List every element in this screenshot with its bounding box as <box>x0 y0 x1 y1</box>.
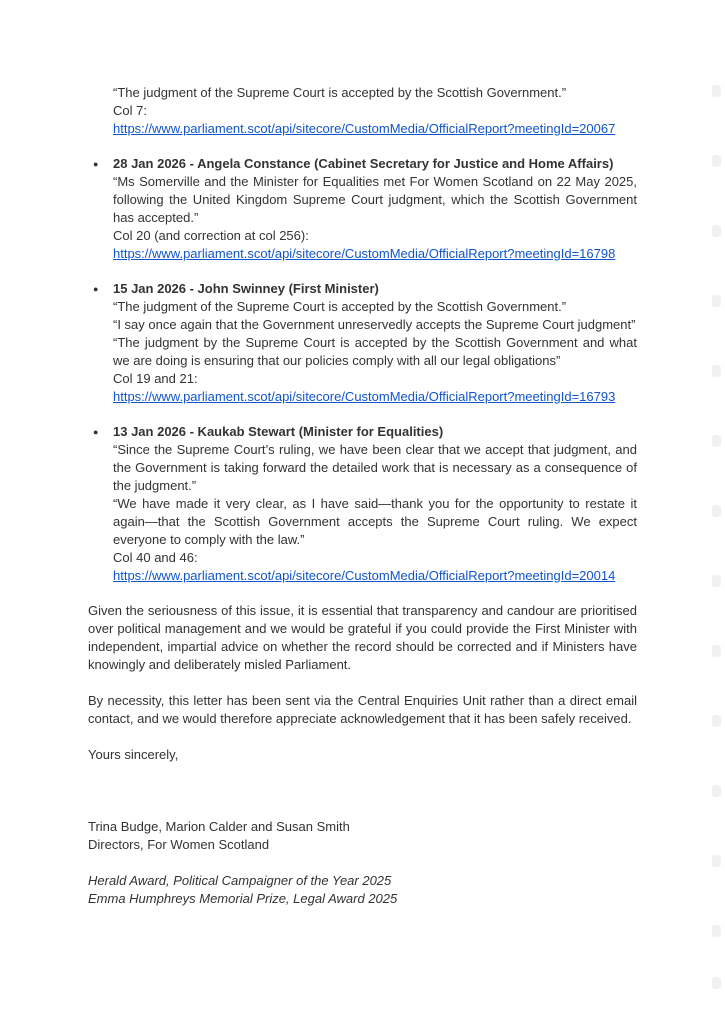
page-edge-mark <box>712 575 721 587</box>
entry-col-ref: Col 20 (and correction at col 256): <box>113 228 309 243</box>
entry-quote: “I say once again that the Government unreservedly accepts the Supreme Court judgment” <box>113 317 636 332</box>
page-edge-mark <box>712 435 721 447</box>
page-edge-mark <box>712 225 721 237</box>
awards-block <box>88 872 637 908</box>
closing-paragraph: Given the seriousness of this issue, it is essential that transparency and candour are prioritised over political management and we would be grateful if you could provide the First Minister with independent, impartial advice on whether the record should be corrected and if Ministers have knowingly and deliberately misled Parliament. <box>88 603 637 672</box>
signoff: Yours sincerely, <box>88 747 179 762</box>
statement-timeline <box>88 155 637 585</box>
timeline-entry <box>88 423 637 585</box>
bullet-icon: ● <box>93 427 99 437</box>
entry-quote: “We have made it very clear, as I have said—thank you for the opportunity to restate it again—that the Scottish Government accepts the Supreme Court ruling. We expect everyone to comply with the law.” <box>113 496 637 547</box>
continuation-col-ref: Col 7: <box>113 103 147 118</box>
page-edge-mark <box>712 977 721 989</box>
page-edge-mark <box>712 855 721 867</box>
entry-title: 13 Jan 2026 - Kaukab Stewart (Minister for Equalities) <box>113 424 444 439</box>
entry-quote: “The judgment of the Supreme Court is accepted by the Scottish Government.” <box>113 299 567 314</box>
page-edge-mark <box>712 85 721 97</box>
signatory-role: Directors, For Women Scotland <box>88 837 270 852</box>
official-report-link[interactable]: https://www.parliament.scot/api/sitecore/CustomMedia/OfficialReport?meetingId=16793 <box>113 389 616 404</box>
entry-col-ref: Col 40 and 46: <box>113 550 198 565</box>
page-edge-mark <box>712 155 721 167</box>
signatory-names: Trina Budge, Marion Calder and Susan Smith <box>88 819 350 834</box>
page-edge-mark <box>712 645 721 657</box>
bullet-icon: ● <box>93 159 99 169</box>
page-edge-mark <box>712 505 721 517</box>
quote-continuation <box>88 84 637 138</box>
page-edge-mark <box>712 785 721 797</box>
timeline-entry <box>88 280 637 406</box>
entry-col-ref: Col 19 and 21: <box>113 371 198 386</box>
entry-title: 28 Jan 2026 - Angela Constance (Cabinet Secretary for Justice and Home Affairs) <box>113 156 614 171</box>
continuation-quote: “The judgment of the Supreme Court is accepted by the Scottish Government.” <box>113 85 567 100</box>
official-report-link[interactable]: https://www.parliament.scot/api/sitecore/CustomMedia/OfficialReport?meetingId=20067 <box>113 121 616 136</box>
entry-title: 15 Jan 2026 - John Swinney (First Minister) <box>113 281 379 296</box>
signature-block <box>88 818 637 854</box>
official-report-link[interactable]: https://www.parliament.scot/api/sitecore/CustomMedia/OfficialReport?meetingId=16798 <box>113 246 616 261</box>
closing-paragraph: By necessity, this letter has been sent via the Central Enquiries Unit rather than a direct email contact, and we would therefore appreciate acknowledgement that it has been safely received. <box>88 693 637 726</box>
letter-content <box>88 84 637 908</box>
official-report-link[interactable]: https://www.parliament.scot/api/sitecore/CustomMedia/OfficialReport?meetingId=20014 <box>113 568 616 583</box>
page-edge-mark <box>712 925 721 937</box>
page-edge-mark <box>712 365 721 377</box>
entry-quote: “The judgment by the Supreme Court is accepted by the Scottish Government and what we are doing is ensuring that our policies comply with all our legal obligations” <box>113 335 637 368</box>
bullet-icon: ● <box>93 284 99 294</box>
entry-quote: “Ms Somerville and the Minister for Equalities met For Women Scotland on 22 May 2025, following the United Kingdom Supreme Court judgment, which the Scottish Government has accepted.” <box>113 174 637 225</box>
timeline-entry <box>88 155 637 263</box>
award-line: Emma Humphreys Memorial Prize, Legal Award 2025 <box>88 891 398 906</box>
page-edge-mark <box>712 715 721 727</box>
page-edge-mark <box>712 295 721 307</box>
entry-quote: “Since the Supreme Court’s ruling, we have been clear that we accept that judgment, and the Government is taking forward the detailed work that is necessary as a consequence of the judgment.” <box>113 442 637 493</box>
award-line: Herald Award, Political Campaigner of the Year 2025 <box>88 873 392 888</box>
